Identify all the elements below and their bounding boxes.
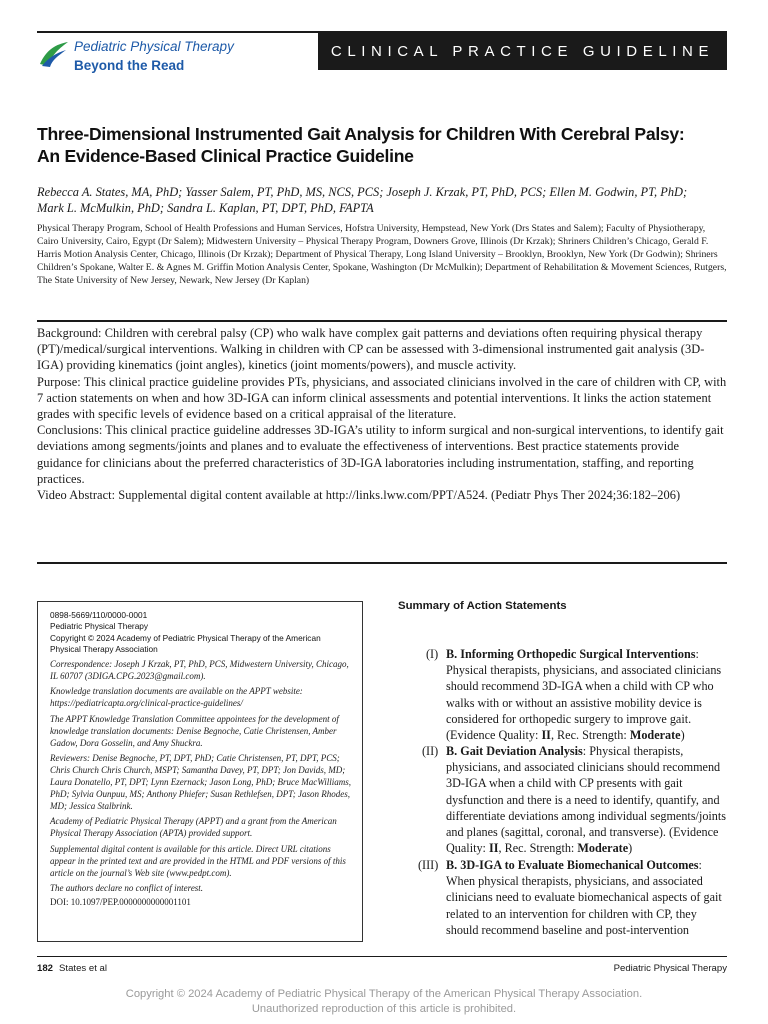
statement-text: : Physical therapists, physicians, and associated clinicians should recommend 3D-IGA when a child with CP presents with gait dysfunction and there is a need to identify, quantify, and differentiate deviations among individual segments/joints and planes (sagittal, coronal, and transverse). (Evidence Quality: xyxy=(446,744,727,856)
authors-line-1: Rebecca A. States, MA, PhD; Yasser Salem, PT, PhD, MS, NCS, PCS; Joseph J. Krzak, PT, PhD, PCS; Ellen M. Godwin, PT, PhD; xyxy=(37,185,688,199)
supplemental-content[interactable]: Supplemental digital content is available for this article. Direct URL citations appear in the printed text and are provided in the HTML and PDF versions of this article on the journal’s Web site (www.pedpt.com). xyxy=(50,843,346,878)
copyright-line-2: Unauthorized reproduction of this article is prohibited. xyxy=(251,1003,517,1015)
evidence-quality: II xyxy=(489,841,499,856)
article-info-box xyxy=(37,601,363,942)
abstract-rule-bottom xyxy=(37,562,727,564)
statement-number: (II) xyxy=(422,744,439,758)
running-authors: States et al xyxy=(59,963,108,974)
statement-text-mid: , Rec. Strength: xyxy=(550,728,630,743)
logo-swoosh-icon xyxy=(38,40,70,68)
abstract-video[interactable]: Video Abstract: Supplemental digital content available at http://links.lww.com/PPT/A524. (Pediatr Phys Ther 2024;36:182–206) xyxy=(37,488,681,503)
reviewers: Reviewers: Denise Begnoche, PT, DPT, PhD; Catie Christensen, PT, DPT, PCS; Chris Church Chris Church, MSPT; Samantha Davey, PT, DPT; Jon Davids, MD; Laura Donatello, PT, DPT; Lynn Ezernack; Jason Long, PhD; Bruce MacWilliams, PhD; Sylvia Ounpuu, MS; Anthony Phiefer; Susan Rethlefsen, DPT; Jason Rhodes, MD; Jessica Stalbrink. xyxy=(50,752,351,812)
abstract xyxy=(37,325,727,503)
title-line-2: An Evidence-Based Clinical Practice Guideline xyxy=(37,146,414,166)
action-statement xyxy=(400,646,730,743)
abstract-background: Background: Children with cerebral palsy (CP) who walk have complex gait patterns and deviations often requiring physical therapy (PT)/medical/surgical interventions. Walking in children with CP can be assessed with 3-dimensional instrumented gait analysis (3D-IGA) providing kinematics (joint angles), kinetics (joint moments/powers), and muscle activity. xyxy=(37,326,705,373)
recommendation-strength: Moderate xyxy=(629,728,681,743)
statement-text: : When physical therapists, physicians, and associated clinicians need to evaluate biomechanical aspects of gait related to an intervention for children with CP, they should recommend baseline and post-intervention xyxy=(446,858,722,937)
author-list xyxy=(37,184,729,216)
issn: 0898-5669/110/0000-0001 xyxy=(50,610,148,620)
footer-rule xyxy=(37,956,727,957)
evidence-quality: II xyxy=(541,728,551,743)
funding-support: Academy of Pediatric Physical Therapy (APPT) and a grant from the American Physical Therapy Association (APTA) provided support. xyxy=(50,816,337,839)
article-type-banner: CLINICAL PRACTICE GUIDELINE xyxy=(318,33,727,70)
action-statement xyxy=(400,857,730,938)
statement-title: B. Gait Deviation Analysis xyxy=(446,744,583,758)
page-number: 182 xyxy=(37,963,54,974)
statement-text-mid: , Rec. Strength: xyxy=(498,841,578,856)
authors-line-2: Mark L. McMulkin, PhD; Sandra L. Kaplan, PT, DPT, PhD, FAPTA xyxy=(37,201,374,215)
footer-left xyxy=(37,963,107,974)
copyright-line-1: Copyright © 2024 Academy of Pediatric Physical Therapy of the American Physical Therapy Association. xyxy=(125,988,643,1000)
running-journal: Pediatric Physical Therapy xyxy=(613,963,727,974)
statement-text-end: ) xyxy=(628,841,633,856)
logo-tagline: Beyond the Read xyxy=(74,58,185,73)
copyright-footer xyxy=(0,987,768,1017)
copyright-notice: Copyright © 2024 Academy of Pediatric Physical Therapy of the American Physical Therapy Association xyxy=(50,632,321,654)
journal-name: Pediatric Physical Therapy xyxy=(50,621,149,632)
correspondence[interactable]: Correspondence: Joseph J Krzak, PT, PhD, PCS, Midwestern University, Chicago, IL 60707 (3DIGA.CPG.2023@gmail.com). xyxy=(50,659,349,682)
statement-title: B. Informing Orthopedic Surgical Interventions xyxy=(446,647,696,661)
recommendation-strength: Moderate xyxy=(577,841,629,856)
conflict-of-interest: The authors declare no conflict of interest. xyxy=(50,882,204,893)
title-line-1: Three-Dimensional Instrumented Gait Analysis for Children With Cerebral Palsy: xyxy=(37,124,685,144)
summary-heading: Summary of Action Statements xyxy=(398,600,567,612)
abstract-rule-top xyxy=(37,320,727,322)
logo-journal-name: Pediatric Physical Therapy xyxy=(74,39,234,54)
knowledge-translation[interactable]: Knowledge translation documents are available on the APPT website: https://pediatricapta.org/clinical-practice-guidelines/ xyxy=(50,686,303,709)
abstract-conclusions: Conclusions: This clinical practice guideline addresses 3D-IGA’s utility to inform surgical and non-surgical interventions, to identify gait deviations among segments/joints and planes and to evaluate the effectiveness of interventions. Best practice statements provide guidance for clinicians about the preferred characteristics of 3D-IGA laboratories including instrumentation, staffing, and reporting practices. xyxy=(37,423,724,486)
action-statement xyxy=(400,743,730,856)
affiliations: Physical Therapy Program, School of Health Professions and Human Services, Hofstra University, Hempstead, New York (Drs States and Salem); Faculty of Physiotherapy, Cairo University, Cairo, Egypt (Dr Salem); Midwestern University – Physical Therapy Program, Downers Grove, Illinois (Dr Krzak); Shriners Children’s Chicago, Gerald F. Harris Motion Analysis Center, Chicago, Illinois (Dr Krzak); Department of Physical Therapy, Long Island University – Brooklyn, Brooklyn, New York (Dr Godwin); Shriners Children’s Spokane, Walter E. & Agnes M. Griffin Motion Analysis Center, Spokane, Washington (Dr McMulkin); Department of Rehabilitation & Movement Sciences, Rutgers, The State University of New Jersey, Newark, New Jersey (Dr Kaplan) xyxy=(37,223,727,287)
statement-number: (I) xyxy=(426,647,439,661)
abstract-purpose: Purpose: This clinical practice guideline provides PTs, physicians, and associated clinicians involved in the care of children with CP, with 7 action statements on when and how 3D-IGA can inform clinical assessments and potential interventions. It links the action statement grades with specific levels of evidence based on a critical appraisal of the literature. xyxy=(37,374,727,422)
doi[interactable]: DOI: 10.1097/PEP.0000000000001101 xyxy=(50,896,191,907)
statement-number: (III) xyxy=(418,858,439,872)
statement-text: : Physical therapists, physicians, and associated clinicians should recommend 3D-IGA when a child with CP who walks with or without an assistive mobility device is considered for orthopedic surgery to improve gait. (Evidence Quality: xyxy=(446,647,722,743)
committee-appointees: The APPT Knowledge Translation Committee appointees for the development of knowledge translation documents: Denise Begnoche, Catie Christensen, Amber Gadow, Dora Gosselin, and Amy Shuckra. xyxy=(50,713,339,748)
article-title xyxy=(37,123,727,167)
statement-title: B. 3D-IGA to Evaluate Biomechanical Outcomes xyxy=(446,858,699,872)
statement-text-end: ) xyxy=(680,728,685,743)
journal-logo[interactable] xyxy=(38,38,298,78)
